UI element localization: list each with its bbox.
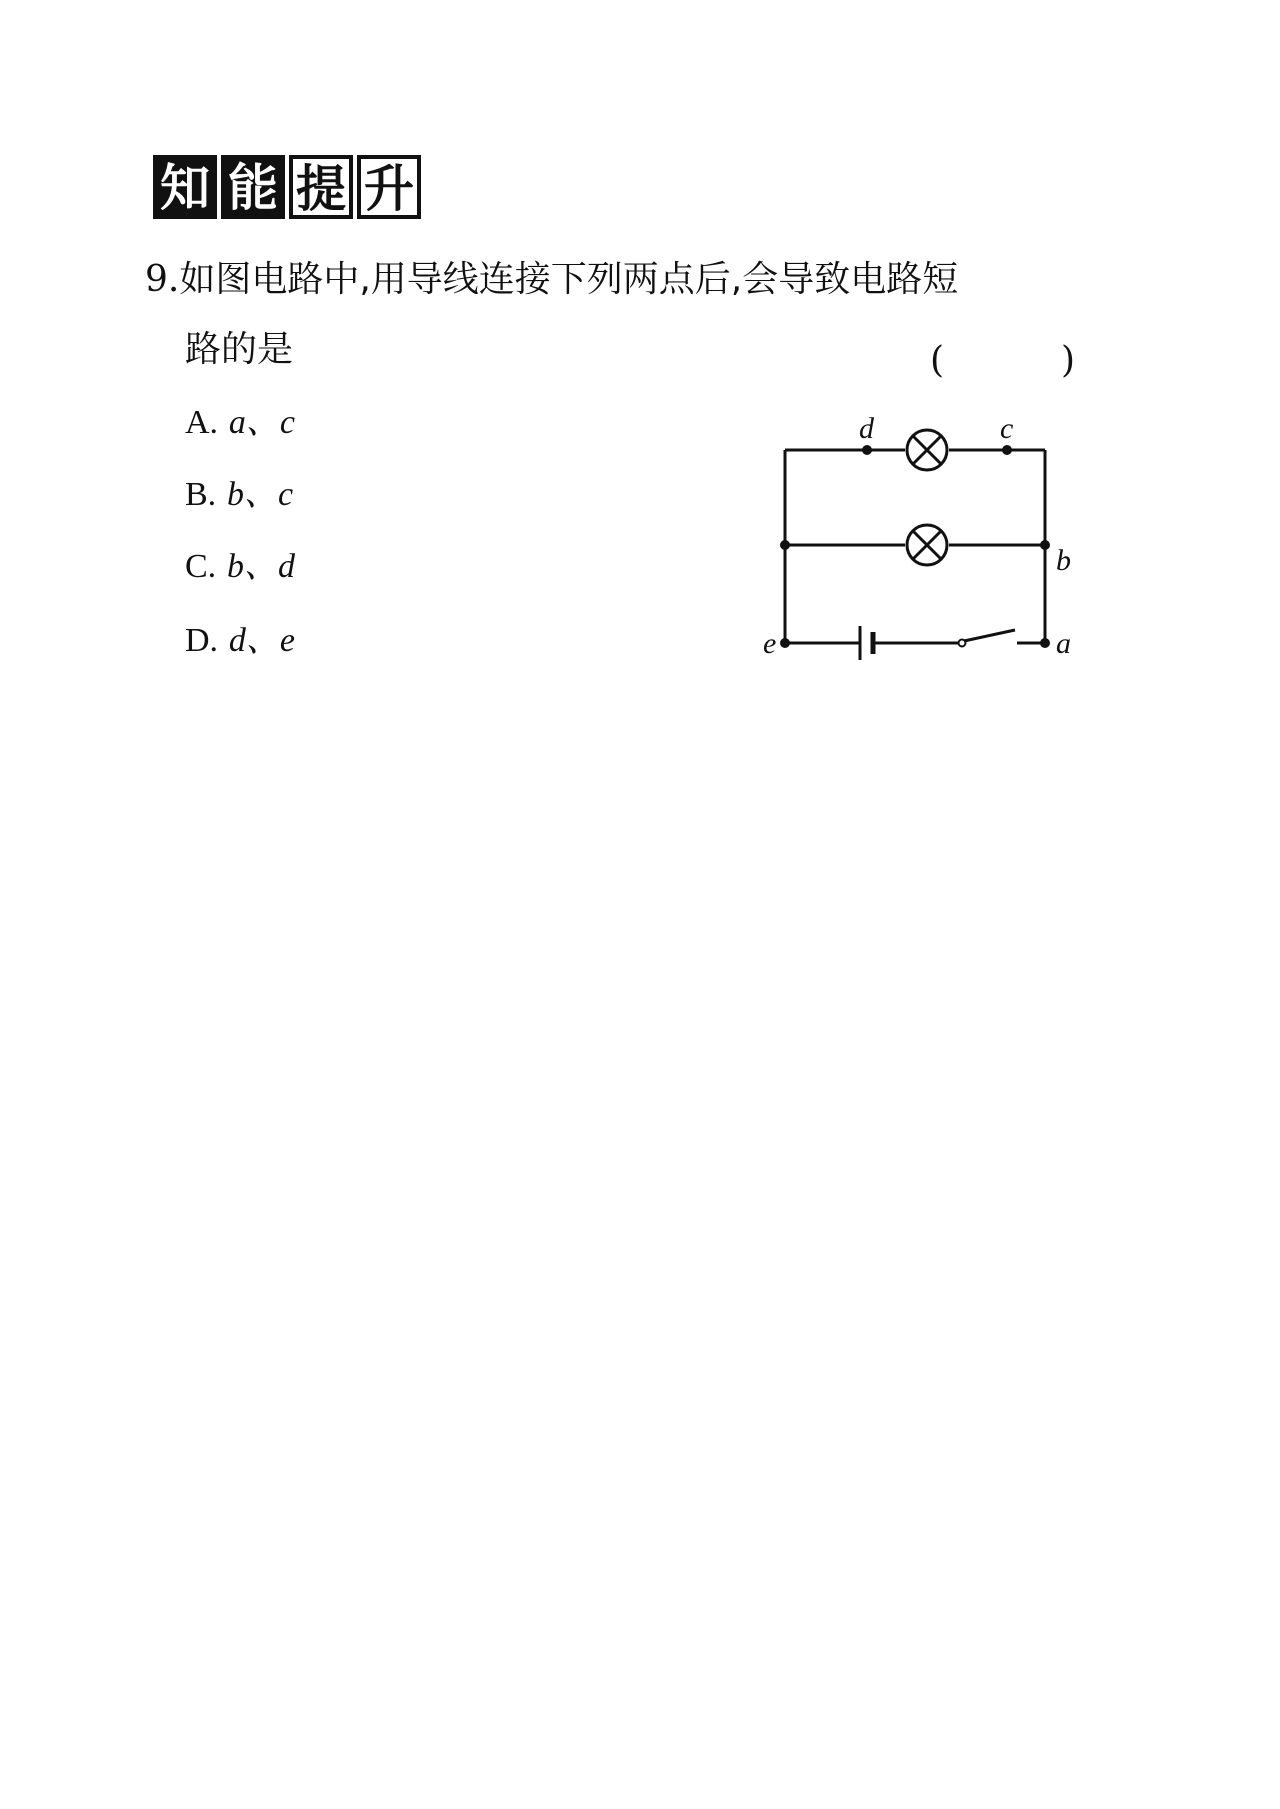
option-a-text: a、c — [228, 404, 295, 441]
node-c — [1002, 445, 1012, 455]
section-header — [153, 155, 421, 219]
question-line-1 — [145, 258, 958, 302]
header-char-1: 知 — [153, 155, 217, 219]
option-a[interactable] — [185, 400, 295, 445]
lamp-top-icon — [907, 430, 947, 470]
question-text-line-2: 路的是 — [185, 329, 294, 370]
option-a-letter: A. — [185, 404, 219, 441]
question-text-line-1: 如图电路中,用导线连接下列两点后,会导致电路短 — [179, 259, 959, 300]
label-a: a — [1056, 627, 1071, 660]
circuit-diagram — [760, 410, 1090, 670]
header-char-4: 升 — [357, 155, 421, 219]
lamp-middle-icon — [907, 525, 947, 565]
option-c-letter: C. — [185, 548, 217, 585]
bracket-open: ( — [930, 340, 945, 381]
label-c: c — [1000, 412, 1014, 445]
header-char-2: 能 — [221, 155, 285, 219]
node-e — [780, 638, 790, 648]
label-b: b — [1056, 544, 1071, 577]
switch-contact — [959, 640, 966, 647]
header-char-3: 提 — [289, 155, 353, 219]
option-d-text: d、e — [228, 622, 295, 659]
node-d — [862, 445, 872, 455]
question-number: 9. — [145, 259, 180, 300]
option-c[interactable] — [185, 544, 295, 589]
bracket-close: ) — [1060, 340, 1075, 381]
option-b-letter: B. — [185, 476, 217, 513]
option-d-letter: D. — [185, 622, 219, 659]
node-a — [1040, 638, 1050, 648]
answer-bracket[interactable] — [930, 340, 1075, 381]
node-left-junction — [780, 540, 790, 550]
switch-blade — [964, 630, 1015, 641]
node-b — [1040, 540, 1050, 550]
label-d: d — [859, 412, 874, 445]
option-d[interactable] — [185, 618, 295, 663]
option-c-text: b、d — [227, 548, 295, 585]
option-b[interactable] — [185, 472, 293, 517]
option-b-text: b、c — [227, 476, 294, 513]
label-e: e — [763, 627, 777, 660]
